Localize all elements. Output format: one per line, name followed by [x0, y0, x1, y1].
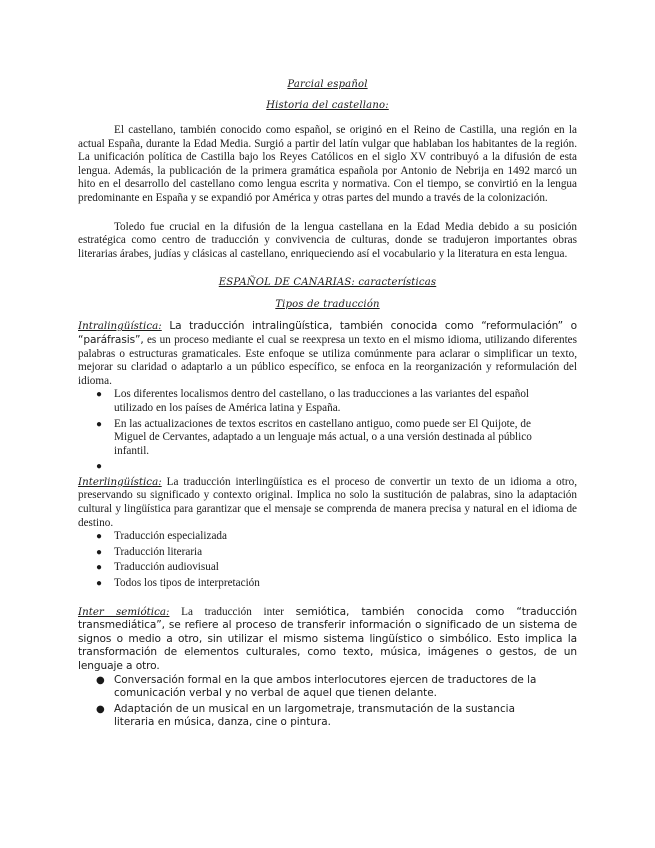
intralinguistica-lead: La traducción intralingüística, también conocida como “reformulación” o “paráfrasis”,: [78, 320, 577, 346]
history-paragraph-2: Toledo fue crucial en la difusión de la lengua castellana en la Edad Media debido a su posición estratégica como centro de traducción y convivencia de culturas, donde se tradujeron importantes obras literarias árabes, judías y clásicas al castellano, enriqueciendo así el vocabulario y la literatura en esta lengua.: [78, 220, 577, 260]
intralinguistica-list: [78, 388, 577, 474]
bullet-icon: ●: [96, 418, 103, 430]
bullet-icon: ●: [96, 389, 103, 401]
section-heading-canarias: ESPAÑOL DE CANARIAS: características: [218, 277, 437, 289]
list-item: ● Adaptación de un musical en un largometraje, transmutación de la sustancia literaria en música, danza, cine o pintura.: [96, 702, 515, 729]
document-title: Parcial español: [287, 79, 368, 90]
interlinguistica-list: [78, 530, 577, 590]
intersemiotica-list: [78, 674, 577, 730]
section-heading-tipos: Tipos de traducción: [275, 299, 380, 311]
history-paragraph-1: El castellano, también conocido como español, se originó en el Reino de Castilla, una región en la actual España, durante la Edad Media. Surgió a partir del latín vulgar que hablaban los habitantes de la región. La unificación política de Castilla bajo los Reyes Católicos en el siglo XV contribuyó a la difusión de esta lengua. Además, la publicación de la primera gramática española por Antonio de Nebrija en 1492 marcó un hito en el desarrollo del castellano como lengua escrita y normativa. Con el tiempo, se convirtió en la lengua predominante en España y se expandió por América y otras partes del mundo a través de la colonización.: [78, 124, 577, 204]
list-item: ● Los diferentes localismos dentro del castellano, o las traducciones a las variantes del español utilizado en los países de América latina y España.: [96, 388, 530, 414]
bullet-icon: ●: [96, 531, 103, 543]
interlinguistica-text: La traducción interlingüística es el proceso de convertir un texto de un idioma a otro, preservando su significado y contexto original. Implica no solo la sustitución de palabras, sino la adaptación cultural y lingüística para garantizar que el mensaje se comprenda de manera precisa y natural en el idioma de destino.: [78, 475, 577, 529]
interlinguistica-paragraph: [78, 476, 577, 530]
intralinguistica-text: es un proceso mediante el cual se reexpresa un texto en el mismo idioma, utilizando diferentes palabras o estructuras gramaticales. Este enfoque se utiliza comúnmente para aclarar o simplificar un texto, mejorar su claridad o adaptarlo a un público específico, se enfoca en la reorganización y reformulación del idioma.: [78, 333, 577, 387]
list-item: ● En las actualizaciones de textos escritos en castellano antiguo, como puede ser El Quijote, de Miguel de Cervantes, adaptado a un lenguaje más actual, o a una versión destinada al público infantil.: [96, 417, 532, 457]
bullet-icon: ●: [96, 703, 105, 715]
list-item: ● Conversación formal en la que ambos interlocutores ejercen de traductores de la comunicación verbal y no verbal de aquel que tienen delante.: [96, 673, 537, 700]
list-item: [78, 460, 577, 474]
bullet-icon: ●: [96, 546, 103, 558]
bullet-icon: ●: [96, 562, 103, 574]
interlinguistica-term: Interlingüística:: [78, 475, 162, 488]
list-item: ● Traducción audiovisual: [96, 561, 219, 574]
intersemiotica-paragraph: [78, 606, 577, 674]
intersemiotica-lead-a: La traducción inter: [169, 605, 296, 618]
intersemiotica-lead-b: semiótica, también conocida como “traducción transmediática”, se: [78, 605, 577, 632]
intersemiotica-term: Inter semiótica:: [78, 605, 170, 618]
intralinguistica-term: Intralingüística:: [78, 320, 162, 333]
list-item: ● Todos los tipos de interpretación: [96, 577, 260, 590]
list-item: ● Traducción literaria: [96, 545, 203, 558]
intralinguistica-paragraph: [78, 320, 577, 388]
bullet-icon: ●: [96, 674, 105, 686]
section-heading-historia: Historia del castellano:: [266, 100, 389, 111]
list-item: ● Traducción especializada: [96, 530, 227, 543]
bullet-icon: ●: [96, 578, 103, 590]
intersemiotica-text: refiere al proceso de transferir información o significado de un sistema de signos o medio a otro, sin utilizar el mismo sistema lingüístico o simbólico. Esto implica la transformación de elementos culturales, como texto, música, imágenes o gestos, de un lenguaje a otro.: [78, 619, 577, 672]
bullet-icon: ●: [96, 461, 103, 473]
